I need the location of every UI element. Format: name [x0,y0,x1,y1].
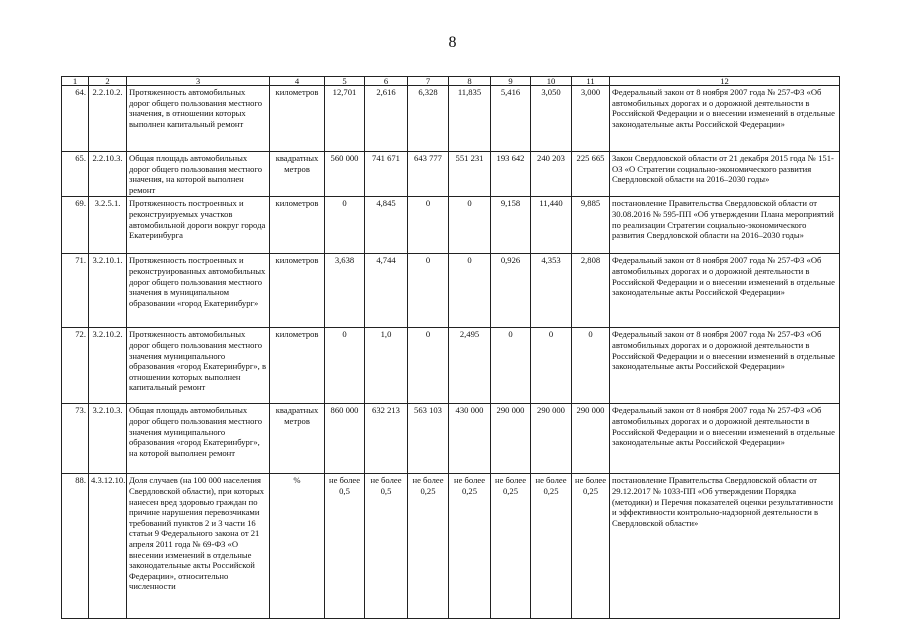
value-cell: 3,000 [572,86,610,152]
table-row [62,404,840,474]
value-cell: 4,353 [531,254,572,328]
value-cell: 290 000 [491,404,531,474]
value-cell: не более 0,5 [365,474,408,619]
value-cell: 2,808 [572,254,610,328]
value-cell: 290 000 [572,404,610,474]
row-number: 72. [62,328,89,404]
value-cell: 560 000 [325,152,365,197]
legal-basis: Федеральный закон от 8 ноября 2007 года № 257-ФЗ «Об автомобильных дорогах и о дорожной деятельности в Российской Федерации и о внесении изменений в отдельные законодательные акты Российской Федерации» [610,254,840,328]
column-header: 3 [127,77,270,86]
row-number: 65. [62,152,89,197]
value-cell: 240 203 [531,152,572,197]
value-cell: 6,328 [408,86,449,152]
value-cell: 225 665 [572,152,610,197]
indicator-name: Общая площадь автомобильных дорог общего пользования местного значения, на которой выполнен ремонт [127,152,270,197]
table-row [62,328,840,404]
value-cell: 3,638 [325,254,365,328]
indicator-code: 2.2.10.2. [89,86,127,152]
indicator-code: 3.2.10.3. [89,404,127,474]
value-cell: 430 000 [449,404,491,474]
value-cell: 0 [531,328,572,404]
table-row [62,152,840,197]
table-row [62,254,840,328]
column-header: 12 [610,77,840,86]
legal-basis: Федеральный закон от 8 ноября 2007 года № 257-ФЗ «Об автомобильных дорогах и о дорожной деятельности в Российской Федерации и о внесении изменений в отдельные законодательные акты Российской Федерации» [610,404,840,474]
table-row [62,86,840,152]
indicator-name: Общая площадь автомобильных дорог общего пользования местного значения муниципального образования «город Екатеринбург», на которой выполнен ремонт [127,404,270,474]
unit-of-measure: километров [270,197,325,254]
row-number: 88. [62,474,89,619]
value-cell: не более 0,25 [572,474,610,619]
indicator-code: 3.2.10.1. [89,254,127,328]
column-header: 1 [62,77,89,86]
value-cell: 563 103 [408,404,449,474]
value-cell: 9,885 [572,197,610,254]
unit-of-measure: квадратных метров [270,404,325,474]
value-cell: 0 [449,254,491,328]
value-cell: 0,926 [491,254,531,328]
column-header: 4 [270,77,325,86]
column-header: 7 [408,77,449,86]
value-cell: 0 [408,254,449,328]
indicator-name: Протяженность построенных и реконструированных автомобильных дорог общего пользования местного значения в муниципальном образовании «город Екатеринбург» [127,254,270,328]
table-row [62,474,840,619]
header-row [62,77,840,86]
value-cell: 741 671 [365,152,408,197]
column-header: 10 [531,77,572,86]
value-cell: 0 [491,328,531,404]
row-number: 69. [62,197,89,254]
unit-of-measure: квадратных метров [270,152,325,197]
table-body [62,77,840,619]
value-cell: 290 000 [531,404,572,474]
unit-of-measure: километров [270,254,325,328]
indicator-code: 3.2.5.1. [89,197,127,254]
unit-of-measure: % [270,474,325,619]
value-cell: 12,701 [325,86,365,152]
column-header: 6 [365,77,408,86]
value-cell: 0 [449,197,491,254]
value-cell: 0 [408,328,449,404]
unit-of-measure: километров [270,328,325,404]
indicator-name: Доля случаев (на 100 000 населения Свердловской области), при которых нанесен вред здоровью граждан по причине нарушения перевозчиками требований пунктов 2 и 3 части 16 статьи 9 Федерального закона от 21 апреля 2011 года № 69-ФЗ «О внесении изменений в отдельные законодательные акты Российской Федерации», относительно численности [127,474,270,619]
value-cell: не более 0,25 [449,474,491,619]
value-cell: 632 213 [365,404,408,474]
value-cell: 2,495 [449,328,491,404]
value-cell: не более 0,5 [325,474,365,619]
indicator-name: Протяженность автомобильных дорог общего пользования местного значения, в отношении которых выполнен капитальный ремонт [127,86,270,152]
table-row [62,197,840,254]
legal-basis: Закон Свердловской области от 21 декабря 2015 года № 151-ОЗ «О Стратегии социально-экономического развития Свердловской области на 2016–2030 годы» [610,152,840,197]
value-cell: 4,744 [365,254,408,328]
value-cell: не более 0,25 [408,474,449,619]
indicator-code: 4.3.12.10. [89,474,127,619]
column-header: 2 [89,77,127,86]
column-header: 5 [325,77,365,86]
legal-basis: постановление Правительства Свердловской области от 29.12.2017 № 1033-ПП «Об утверждении Порядка (методики) и Перечня показателей оценки результативности и эффективности контрольно-надзорной деятельности в Свердловской области» [610,474,840,619]
value-cell: 860 000 [325,404,365,474]
value-cell: 4,845 [365,197,408,254]
value-cell: не более 0,25 [531,474,572,619]
value-cell: 1,0 [365,328,408,404]
indicators-table [61,76,840,619]
page-number: 8 [448,34,457,51]
legal-basis: Федеральный закон от 8 ноября 2007 года № 257-ФЗ «Об автомобильных дорогах и о дорожной деятельности в Российской Федерации и о внесении изменений в отдельные законодательные акты Российской Федерации» [610,328,840,404]
value-cell: 9,158 [491,197,531,254]
unit-of-measure: километров [270,86,325,152]
indicator-code: 3.2.10.2. [89,328,127,404]
value-cell: 0 [325,197,365,254]
value-cell: 11,835 [449,86,491,152]
column-header: 11 [572,77,610,86]
value-cell: 2,616 [365,86,408,152]
row-number: 64. [62,86,89,152]
indicator-name: Протяженность построенных и реконструируемых участков автомобильной дороги вокруг города Екатеринбурга [127,197,270,254]
column-header: 9 [491,77,531,86]
legal-basis: Федеральный закон от 8 ноября 2007 года № 257-ФЗ «Об автомобильных дорогах и о дорожной деятельности в Российской Федерации и о внесении изменений в отдельные законодательные акты Российской Федерации» [610,86,840,152]
row-number: 71. [62,254,89,328]
value-cell: 5,416 [491,86,531,152]
column-header: 8 [449,77,491,86]
value-cell: 0 [325,328,365,404]
value-cell: 643 777 [408,152,449,197]
legal-basis: постановление Правительства Свердловской области от 30.08.2016 № 595-ПП «Об утверждении Плана мероприятий по реализации Стратегии социально-экономического развития Свердловской области на 2016–2030 годы» [610,197,840,254]
value-cell: 11,440 [531,197,572,254]
value-cell: 193 642 [491,152,531,197]
value-cell: 551 231 [449,152,491,197]
indicator-code: 2.2.10.3. [89,152,127,197]
value-cell: 3,050 [531,86,572,152]
row-number: 73. [62,404,89,474]
value-cell: 0 [408,197,449,254]
value-cell: 0 [572,328,610,404]
indicator-name: Протяженность автомобильных дорог общего пользования местного значения муниципального образования «город Екатеринбург», в отношении которых выполнен капитальный ремонт [127,328,270,404]
value-cell: не более 0,25 [491,474,531,619]
